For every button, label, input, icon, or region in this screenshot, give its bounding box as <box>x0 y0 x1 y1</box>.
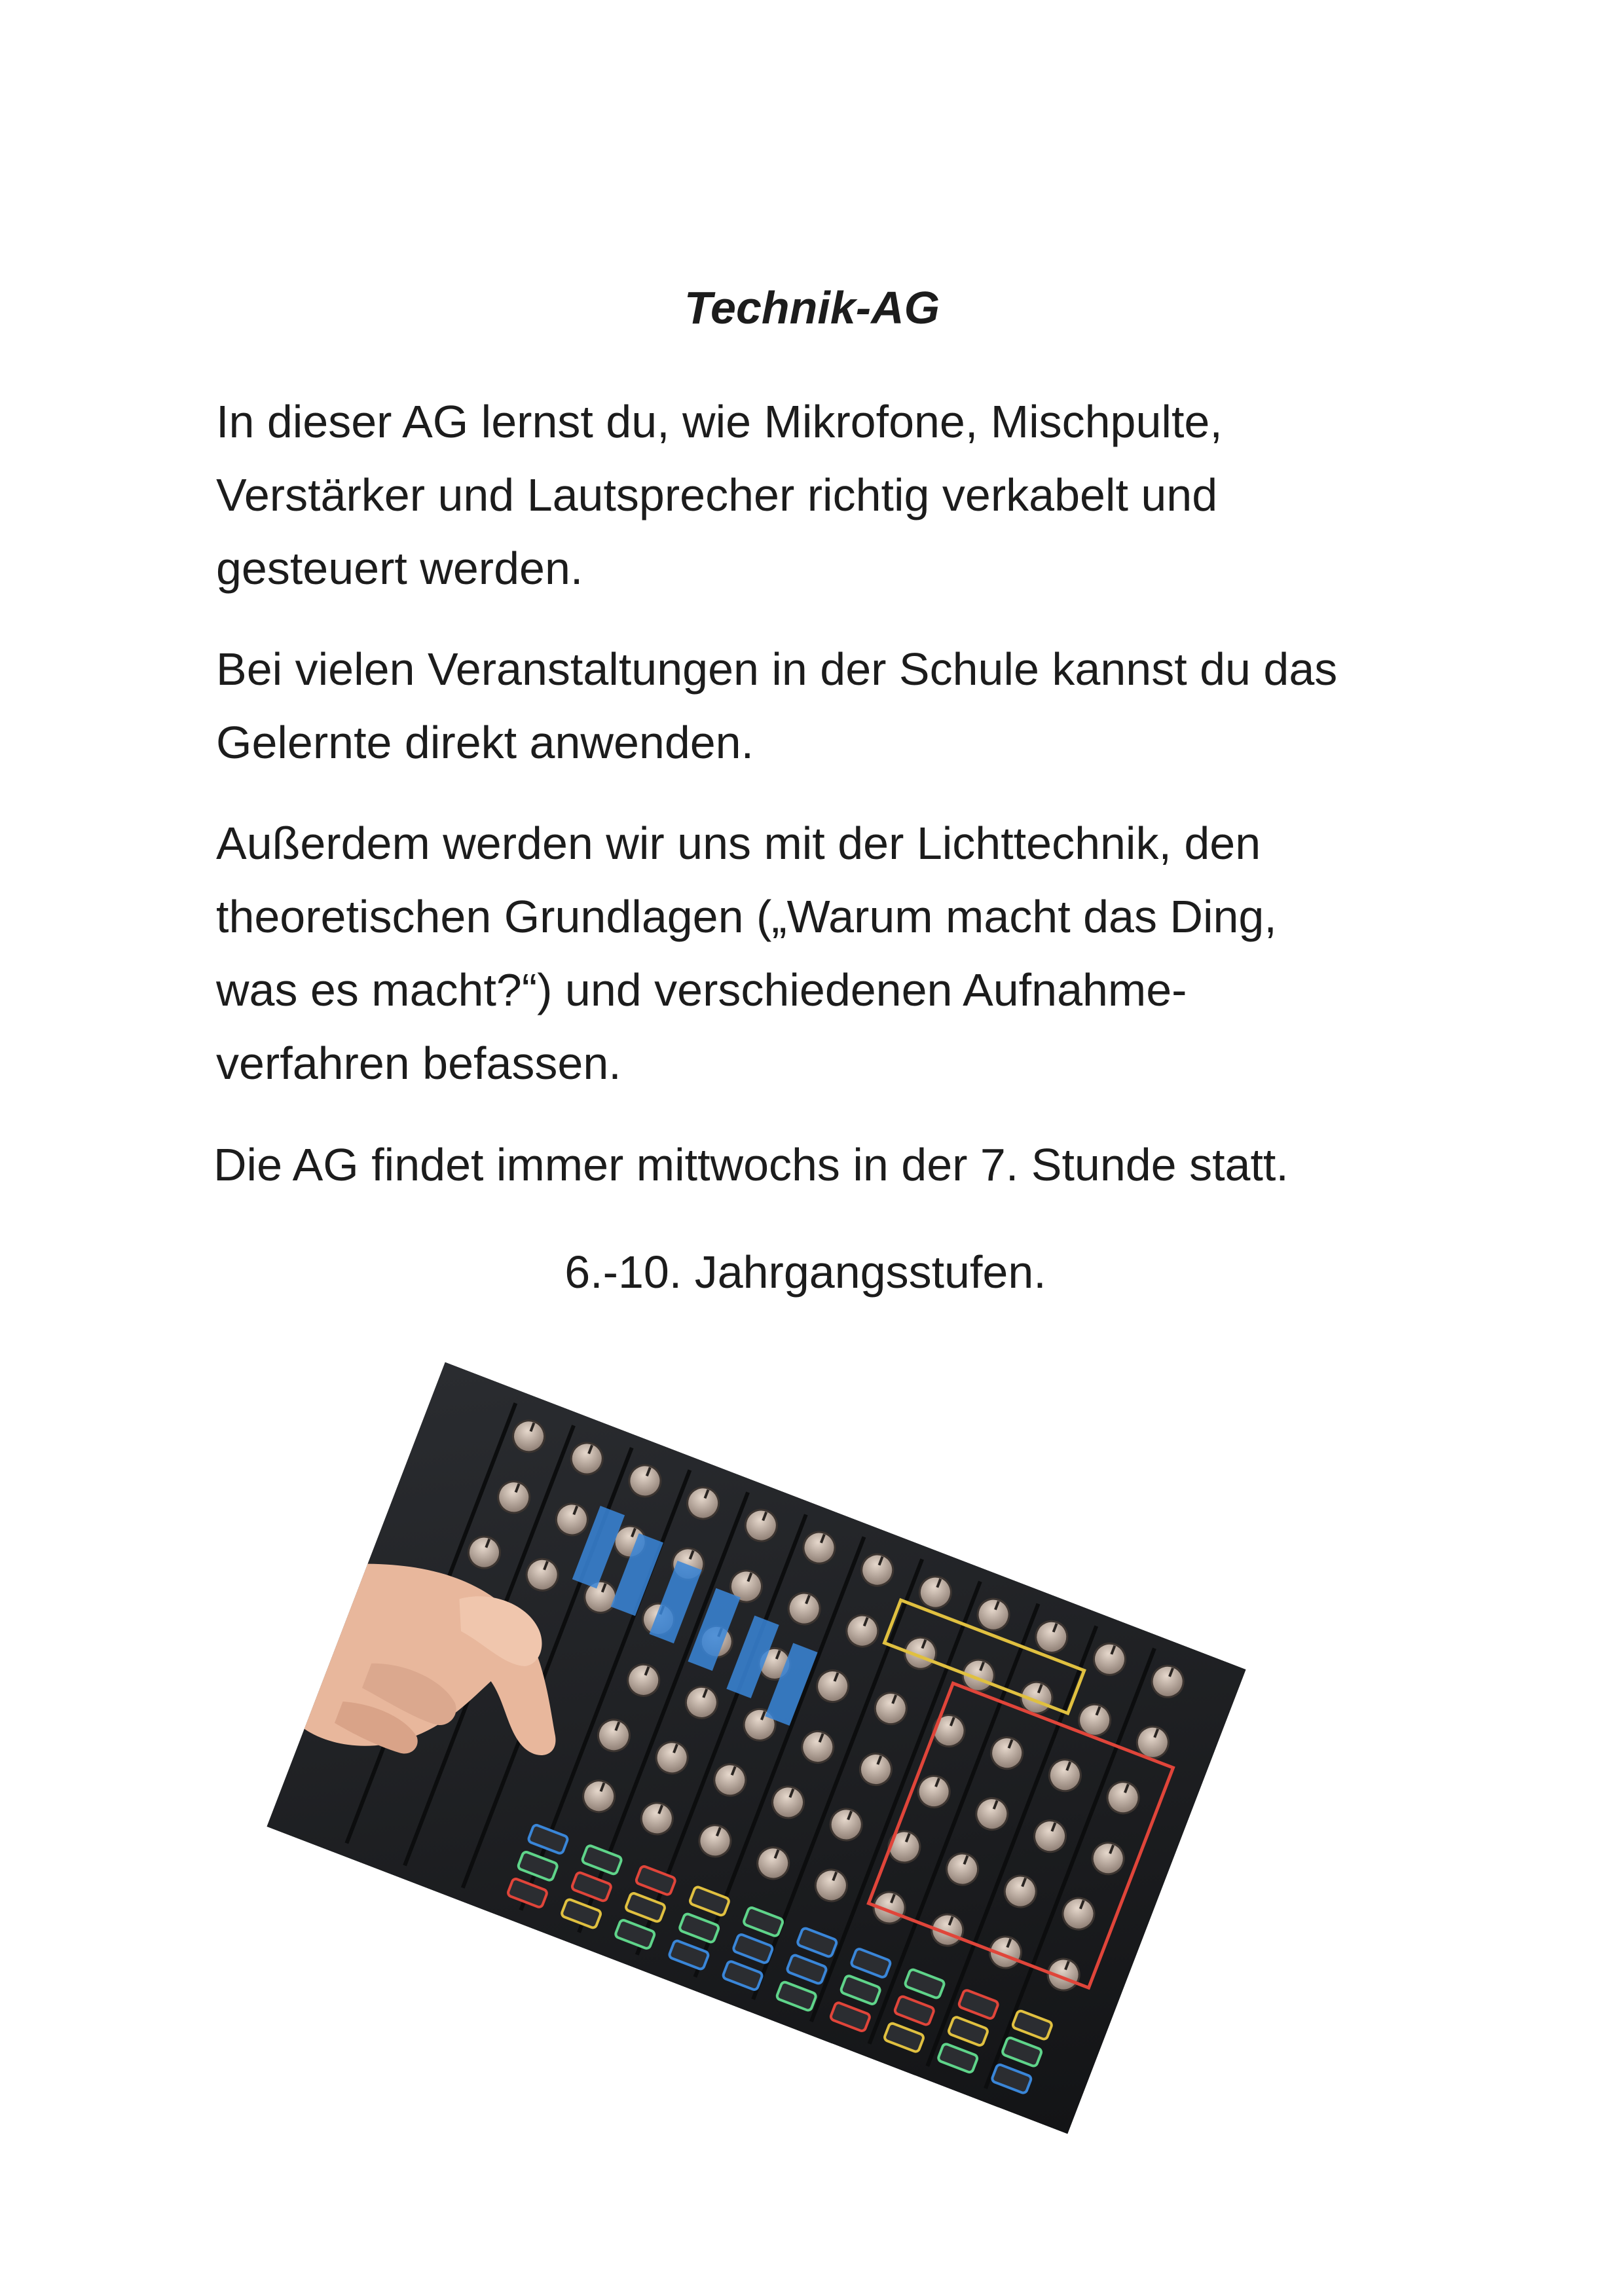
paragraph-line: verfahren befassen. <box>216 1038 621 1089</box>
paragraph-line: theoretischen Grundlagen („Warum macht das Ding, <box>216 891 1277 942</box>
paragraph-topics <box>216 807 1460 1100</box>
paragraph-line: was es macht?“) und verschiedenen Aufnahme- <box>216 964 1187 1015</box>
mixing-console-illustration <box>267 1362 1246 2134</box>
paragraph-schedule <box>213 1128 1458 1201</box>
paragraph-line: Außerdem werden wir uns mit der Lichttechnik, den <box>216 818 1261 869</box>
paragraph-events <box>216 632 1460 779</box>
paragraph-line: Bei vielen Veranstaltungen in der Schule kannst du das <box>216 644 1338 695</box>
paragraph-line: gesteuert werden. <box>216 543 583 594</box>
paragraph-line: Die AG findet immer mittwochs in der 7. Stunde statt. <box>213 1139 1289 1190</box>
grade-levels: 6.-10. Jahrgangsstufen. <box>564 1247 1046 1298</box>
mixing-console-photo <box>267 1362 1246 2134</box>
paragraph-line: Verstärker und Lautsprecher richtig verkabelt und <box>216 469 1218 520</box>
paragraph-line: Gelernte direkt anwenden. <box>216 717 754 768</box>
paragraph-intro <box>216 385 1460 605</box>
page-title: Technik-AG <box>684 282 940 333</box>
paragraph-line: In dieser AG lernst du, wie Mikrofone, Mischpulte, <box>216 396 1223 447</box>
